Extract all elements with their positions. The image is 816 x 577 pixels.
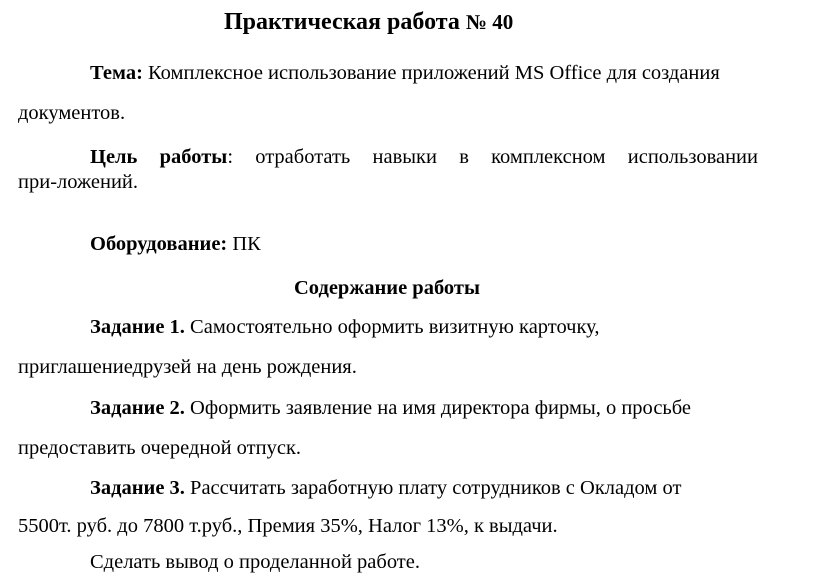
task-1-line-cont: приглашениедрузей на день рождения. <box>18 356 357 378</box>
task-2-line-cont: предоставить очередной отпуск. <box>18 437 302 459</box>
title-text: Практическая работа <box>224 9 460 35</box>
task-3-line-cont: 5500т. руб. до 7800 т.руб., Премия 35%, Налог 13%, к выдачи. <box>18 515 558 537</box>
topic-line-cont: документов. <box>18 102 126 124</box>
page-title <box>224 10 513 34</box>
task-2-label: Задание 2. <box>90 397 185 419</box>
topic-label: Тема: <box>90 62 143 84</box>
task-1-text: Самостоятельно оформить визитную карточку, <box>184 316 600 338</box>
equipment-text: ПК <box>227 233 261 255</box>
task-3-text: Рассчитать заработную плату сотрудников с Окладом от <box>184 477 682 499</box>
topic-line <box>90 61 806 85</box>
goal-text: : отработать навыки в комплексном использовании <box>227 146 758 168</box>
equipment-label: Оборудование: <box>90 233 228 255</box>
task-1-line <box>90 315 600 339</box>
task-1-label: Задание 1. <box>90 316 185 338</box>
task-3-label: Задание 3. <box>90 477 185 499</box>
goal-line-cont: при-ложений. <box>18 171 139 193</box>
task-3-line <box>90 476 681 500</box>
topic-text: Комплексное использование приложений MS Office для создания <box>142 62 720 84</box>
task-2-text: Оформить заявление на имя директора фирмы, о просьбе <box>184 397 692 419</box>
contents-heading: Содержание работы <box>294 277 480 299</box>
goal-line <box>90 145 758 169</box>
goal-label: Цель работы <box>90 146 228 168</box>
conclusion-line: Сделать вывод о проделанной работе. <box>90 551 420 573</box>
equipment-line <box>90 232 261 256</box>
title-number: № 40 <box>465 10 514 34</box>
task-2-line <box>90 396 691 420</box>
